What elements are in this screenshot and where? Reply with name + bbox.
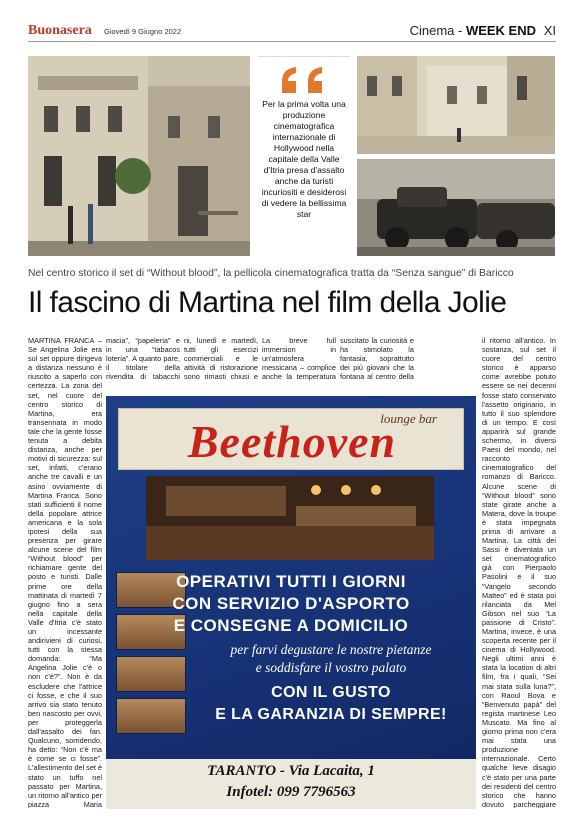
article-column-4: La breve full immersion in un'atmosfera messicana – complice anche la temperatura: [262, 336, 336, 382]
ad-logo-banner: [118, 408, 464, 470]
photo-vintage-cars: [357, 159, 555, 256]
bar-interior-illustration: [146, 476, 434, 560]
advertisement-beethoven: [106, 396, 476, 809]
ad-photo-bar-interior: [146, 476, 434, 560]
page-number: XI: [543, 23, 556, 38]
article-column-1: MARTINA FRANCA – Se Angelina Jolie era sul set oppure dirigeva a distanza nessuno è riuscito a saperlo con certezza. La zona del set, nel cuore del centro storico di Martina, era transennata in modo tale che la gente fosse tenuta a debita distanza, anche per motivi di sicurezza: sul set, infatti, c'erano anche tre cavalli e un asino ovviamente di Martina Franca. Sono stati sufficienti il nome della popolare attrice americana e la sola ipotesi della sua presenza per girare alcune scene del film “Without blood” per richiamare gente del posto e turisti. Dalle prime ore della mattinata di martedì 7 giugno fino a sera nella capitale della Valle d'Itria c'è stato un incessante andirivieni di curiosi, tutti con la stessa domanda: “Ma Angelina Jolie c'è o non c'è?”. Non è da escludere che l'attrice ci fosse, e che il suo arrivo sia stato tenuto ben nascosto per ovvi, per proteggerla dall'assalto dei fan. Qualcuno, sorridendo, ha detto: “Non c'è ma è come se ci fosse”. L'allestimento del set è stato un tuffo nel passato per Martina, un ritorno all'antico per piazza Maria: [28, 336, 102, 808]
ad-headline-2: CON SERVIZIO D'ASPORTO: [172, 594, 410, 613]
ad-claim-1: CON IL GUSTO: [271, 684, 391, 701]
photo-square-illustration: [357, 56, 555, 154]
photo-street-illustration: [28, 56, 250, 256]
page-header: [28, 22, 556, 42]
pull-quote-text: Per la prima volta una produzione cinematografica internazionale di Hollywood nella capitale della Valle d'Itria presa d'assalto anche da turisti incuriositi e desiderosi di vedere la bellissima star: [261, 99, 347, 219]
ad-brand-tagline: lounge bar: [380, 411, 437, 426]
section-prefix: Cinema -: [409, 23, 466, 38]
ad-subline-1: per farvi degustare le nostre pietanze: [230, 642, 432, 657]
article-headline: Il fascino di Martina nel film della Jolie: [28, 286, 507, 319]
newspaper-logo: Buonasera: [28, 23, 92, 38]
section-label: [410, 23, 536, 38]
ad-contact-footer: [106, 759, 476, 809]
pull-quote: [258, 56, 350, 256]
ad-claim-2: E LA GARANZIA DI SEMPRE!: [215, 706, 447, 723]
photo-film-set-street: [28, 56, 250, 256]
article-subtitle: Nel centro storico il set di “Without blood”, la pellicola cinematografica tratta da “Senza sangue” di Baricco: [28, 268, 514, 279]
ad-brand-name: Beethoven: [187, 416, 397, 467]
ad-phone: Infotel: 099 7796563: [226, 784, 356, 800]
article-column-2: macia”, “papeleria” e in una “tabacos loteria”. A quanto pare, il titolare della rivendita di tabacchi: [106, 336, 180, 382]
ad-subline-2: e soddisfare il vostro palato: [255, 660, 407, 675]
ad-address: TARANTO - Via Lacaita, 1: [207, 763, 375, 779]
ad-headline-1: OPERATIVI TUTTI I GIORNI: [176, 572, 406, 591]
quote-mark-icon: [278, 67, 330, 93]
issue-date: Giovedì 9 Giugno 2022: [104, 27, 182, 36]
article-column-6: il ritorno all'antico. In sostanza, sul set il cuore del centro storico è apparso come avrebbe potuto essere se nei decenni fosse stato conservato l'assetto originario, in tutto il suo splendore di un tempo. E così apparirà sul grande schermo, in diversi Paesi del mondo, nel racconto cinematografico del romanzo di Baricco. Alcune scene di “Without blood” sono state girate anche a Matera, dove la troupe è stata impegnata prima di arrivare a Martina. La città dei Sassi è diventata un set cinematografico già con Pierpaolo Pasolini e il suo “Vangelo secondo Matteo” ed è stata poi rilanciata da Mel Gibson nel suo “La passione di Cristo”. Martina, invece, è una scoperta recente per il cinema di Hollywood. Negli ultimi anni è stata la location di altri film, fra i quali, “Sei mai stata sulla luna?”, con Raoul Bova e “Benvenuto papà” del regista martinese Leo Muscato. Ma fino al giorno prima non c'era mai stata una produzione internazionale. Certo qualche lieve disagio c'è stato per una parte dei residenti del centro storico che hanno dovuto parcheggiare: [482, 336, 556, 808]
article-column-3: ni, lunedì e martedì, tutti gli esercizi commerciali e le attività di ristorazione sono rimasti chiusi e: [184, 336, 258, 382]
article-column-5: suscitato la curiosità e ha stimolato la fantasia, soprattutto dei più giovani che la fontana al centro della: [340, 336, 414, 382]
section-name: WEEK END: [465, 23, 536, 38]
ad-thumb-food-4: [116, 698, 186, 734]
ad-headline-3: E CONSEGNE A DOMICILIO: [173, 616, 409, 635]
photo-town-square: [357, 56, 555, 154]
photo-cars-illustration: [357, 159, 555, 256]
ad-thumb-food-3: [116, 656, 186, 692]
